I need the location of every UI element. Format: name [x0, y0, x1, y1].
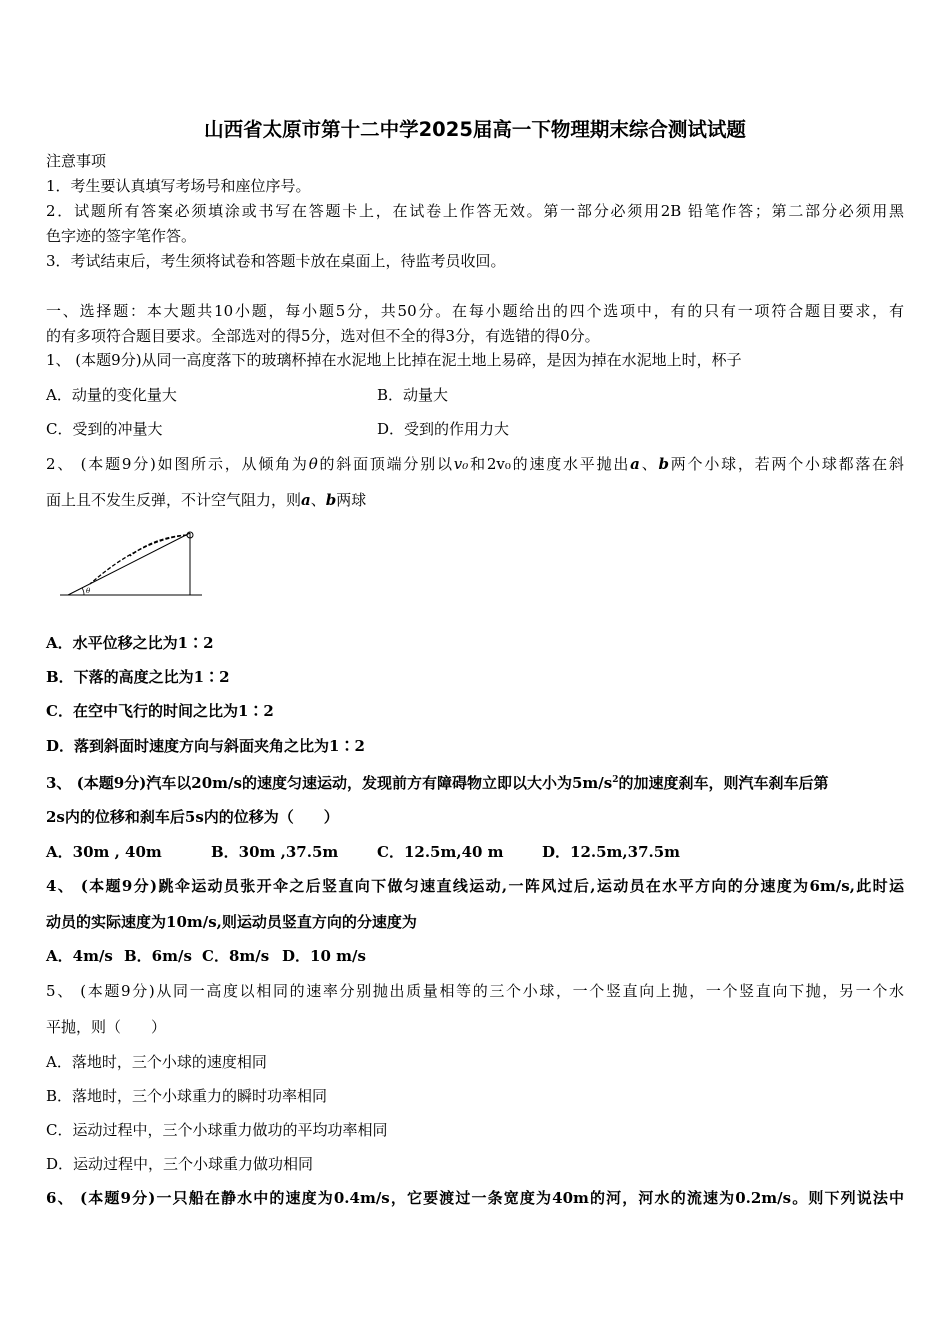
q2-option-d: D．落到斜面时速度方向与斜面夹角之比为1∶2: [46, 737, 365, 755]
q1-option-d: D．受到的作用力大: [377, 420, 510, 438]
q1-option-a: A．动量的变化量大: [46, 386, 177, 404]
page-title: 山西省太原市第十二中学2025届高一下物理期末综合测试试题: [204, 118, 746, 141]
q5-option-a: A．落地时，三个小球的速度相同: [46, 1053, 267, 1071]
section-instructions: 的有多项符合题目要求。全部选对的得5分，选对但不全的得3分，有选错的得0分。: [46, 327, 600, 345]
q2-text: 和: [468, 455, 487, 473]
notice-item: 色字迹的签字笔作答。: [46, 227, 197, 245]
q2-text: 两个小球，若两个小球都落在斜: [668, 455, 904, 473]
ball-a-label: a: [301, 491, 311, 509]
q2-text: 、: [310, 491, 326, 509]
2v0-symbol: 2v₀: [486, 455, 511, 473]
question-2-stem: [46, 454, 904, 474]
ball-a-label: a: [630, 455, 640, 473]
q2-text: 、: [639, 455, 659, 473]
question-4-stem-line2: 动员的实际速度为10m/s,则运动员竖直方向的分速度为: [46, 913, 417, 931]
section-instructions: 一、选择题：本大题共10小题，每小题5分，共50分。在每小题给出的四个选项中，有的只有一项符合题目要求，有: [46, 302, 904, 320]
q2-option-c: C．在空中飞行的时间之比为1∶2: [46, 702, 274, 720]
superscript: 2: [612, 775, 619, 785]
q2-text: 的斜面顶端分别以: [317, 455, 454, 473]
q3-option-b: B．30m ,37.5m: [211, 843, 339, 861]
angle-arc: [82, 588, 84, 595]
ball-b-label: b: [325, 491, 337, 509]
q2-text: 的速度水平抛出: [510, 455, 631, 473]
question-5-stem: 5、 (本题9分)从同一高度以相同的速率分别抛出质量相等的三个小球，一个竖直向上抛，一个竖直向下抛，另一个水: [46, 982, 904, 1000]
q5-option-d: D．运动过程中，三个小球重力做功相同: [46, 1155, 314, 1173]
notice-item: 3．考试结束后，考生须将试卷和答题卡放在桌面上，待监考员收回。: [46, 252, 506, 270]
q1-option-b: B．动量大: [377, 386, 449, 404]
q5-option-b: B．落地时，三个小球重力的瞬时功率相同: [46, 1087, 328, 1105]
question-5-stem-line2: 平抛，则（ ）: [46, 1018, 167, 1036]
v0-symbol: v₀: [453, 455, 469, 473]
question-3-stem: [46, 770, 828, 793]
question-2-stem-line2: [46, 490, 366, 510]
question-1-stem: 1、 (本题9分)从同一高度落下的玻璃杯掉在水泥地上比掉在泥土地上易碎，是因为掉在水泥地上时，杯子: [46, 351, 742, 369]
incline-surface: [68, 533, 190, 595]
q2-text: 两球: [336, 491, 367, 509]
q2-text: 面上且不发生反弹，不计空气阻力，则: [46, 491, 302, 509]
q1-option-c: C．受到的冲量大: [46, 420, 163, 438]
question-3-stem-line2: 2s内的位移和刹车后5s内的位移为（ ）: [46, 808, 339, 826]
angle-label: θ: [86, 587, 91, 595]
q2-option-a: A．水平位移之比为1∶2: [46, 634, 214, 652]
q2-text: 2、 (本题9分)如图所示，从倾角为: [46, 455, 309, 473]
notice-heading: 注意事项: [46, 152, 107, 170]
question-4-stem: 4、 (本题9分)跳伞运动员张开伞之后竖直向下做匀速直线运动,一阵风过后,运动员在水平方向的分速度为6m/s,此时运: [46, 877, 904, 895]
question-6-stem: 6、 (本题9分)一只船在静水中的速度为0.4m/s，它要渡过一条宽度为40m的河，河水的流速为0.2m/s。则下列说法中: [46, 1189, 904, 1207]
incline-projectile-figure: [60, 528, 205, 600]
q3-text: 3、 (本题9分)汽车以20m/s的速度匀速运动，发现前方有障碍物立即以大小为5m/s: [46, 774, 613, 792]
trajectory-a: [130, 535, 187, 556]
q3-text: 的加速度刹车，则汽车刹车后第: [618, 774, 829, 792]
q3-option-a: A．30m , 40m: [46, 843, 162, 861]
q3-option-c: C．12.5m,40 m: [377, 843, 504, 861]
notice-item: 1．考生要认真填写考场号和座位序号。: [46, 177, 311, 195]
q4-option-d: D．10 m/s: [282, 947, 366, 965]
q4-option-c: C．8m/s: [202, 947, 270, 965]
q3-option-d: D．12.5m,37.5m: [542, 843, 681, 861]
q4-option-a: A．4m/s: [46, 947, 113, 965]
ball-b-label: b: [658, 455, 669, 473]
theta-symbol: θ: [308, 455, 318, 473]
notice-item: 2．试题所有答案必须填涂或书写在答题卡上，在试卷上作答无效。第一部分必须用2B 铅笔作答；第二部分必须用黑: [46, 202, 904, 220]
q5-option-c: C．运动过程中，三个小球重力做功的平均功率相同: [46, 1121, 388, 1139]
q4-option-b: B．6m/s: [124, 947, 192, 965]
q2-option-b: B．下落的高度之比为1∶2: [46, 668, 230, 686]
